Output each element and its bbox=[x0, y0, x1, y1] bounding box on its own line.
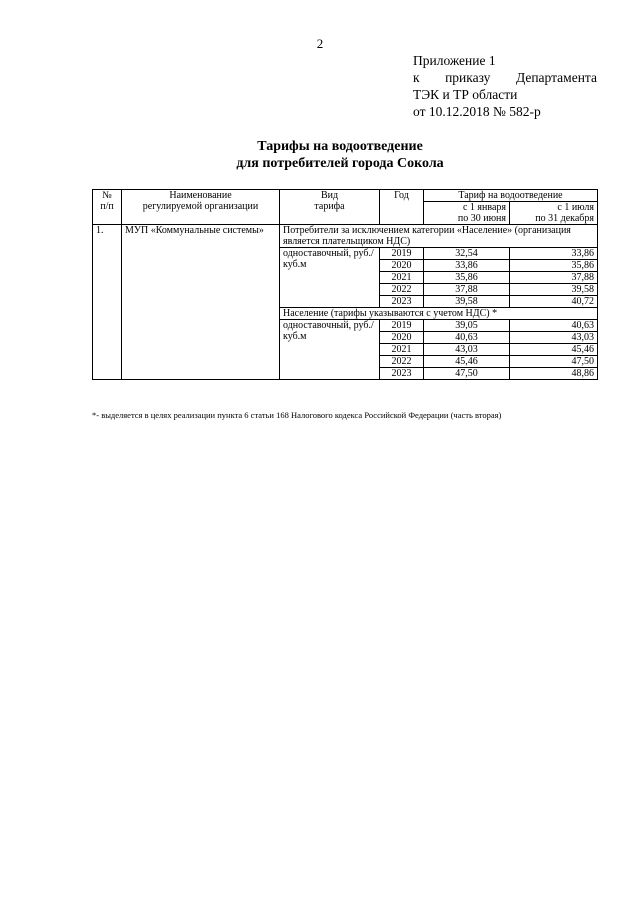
tariff-value: 39,58 bbox=[510, 284, 598, 296]
footnote: *- выделяется в целях реализации пункта 6 статьи 168 Налогового кодекса Российской Федерации (часть вторая) bbox=[92, 410, 502, 420]
tariff-value: 35,86 bbox=[510, 260, 598, 272]
year-cell: 2022 bbox=[380, 356, 424, 368]
header-period-2: с 1 июля по 31 декабря bbox=[510, 202, 598, 225]
year-cell: 2021 bbox=[380, 272, 424, 284]
header-period-1: с 1 января по 30 июня bbox=[424, 202, 510, 225]
tariff-value: 45,46 bbox=[424, 356, 510, 368]
category-label: Население (тарифы указываются с учетом НДС) * bbox=[280, 308, 598, 320]
year-cell: 2020 bbox=[380, 260, 424, 272]
tariff-value: 40,63 bbox=[424, 332, 510, 344]
appendix-word: приказу bbox=[445, 70, 491, 85]
category-label: Потребители за исключением категории «Население» (организация является плательщиком НДС) bbox=[280, 225, 598, 248]
header-tariff: Тариф на водоотведение bbox=[424, 190, 598, 202]
row-number: 1. bbox=[93, 225, 122, 380]
tariff-value: 39,58 bbox=[424, 296, 510, 308]
appendix-line-1: Приложение 1 bbox=[413, 53, 496, 68]
tariff-value: 33,86 bbox=[424, 260, 510, 272]
year-cell: 2023 bbox=[380, 368, 424, 380]
document-title bbox=[0, 138, 640, 172]
tariff-table bbox=[92, 189, 598, 380]
year-cell: 2020 bbox=[380, 332, 424, 344]
organization-name: МУП «Коммунальные системы» bbox=[122, 225, 280, 380]
tariff-value: 33,86 bbox=[510, 248, 598, 260]
tariff-value: 45,46 bbox=[510, 344, 598, 356]
tariff-value: 39,05 bbox=[424, 320, 510, 332]
tariff-value: 35,86 bbox=[424, 272, 510, 284]
year-cell: 2021 bbox=[380, 344, 424, 356]
tariff-value: 40,63 bbox=[510, 320, 598, 332]
tariff-value: 40,72 bbox=[510, 296, 598, 308]
tariff-value: 48,86 bbox=[510, 368, 598, 380]
header-year: Год bbox=[380, 190, 424, 225]
header-tariff-type: Вид тарифа bbox=[280, 190, 380, 225]
header-num: № п/п bbox=[93, 190, 122, 225]
year-cell: 2019 bbox=[380, 320, 424, 332]
header-organization: Наименование регулируемой организации bbox=[122, 190, 280, 225]
tariff-value: 43,03 bbox=[510, 332, 598, 344]
appendix-block bbox=[413, 52, 597, 120]
year-cell: 2019 bbox=[380, 248, 424, 260]
tariff-value: 43,03 bbox=[424, 344, 510, 356]
appendix-word: к bbox=[413, 70, 420, 85]
year-cell: 2023 bbox=[380, 296, 424, 308]
tariff-value: 37,88 bbox=[510, 272, 598, 284]
tariff-value: 32,54 bbox=[424, 248, 510, 260]
title-line-1: Тарифы на водоотведение bbox=[257, 139, 423, 154]
page-number: 2 bbox=[316, 36, 324, 51]
appendix-line-4: от 10.12.2018 № 582-р bbox=[413, 104, 541, 119]
appendix-line-2 bbox=[413, 69, 597, 86]
tariff-value: 47,50 bbox=[510, 356, 598, 368]
tariff-type: одноставочный, руб./куб.м bbox=[280, 320, 380, 380]
title-line-2: для потребителей города Сокола bbox=[236, 156, 444, 171]
tariff-value: 47,50 bbox=[424, 368, 510, 380]
year-cell: 2022 bbox=[380, 284, 424, 296]
tariff-type: одноставочный, руб./куб.м bbox=[280, 248, 380, 308]
appendix-word: Департамента bbox=[515, 70, 597, 85]
tariff-value: 37,88 bbox=[424, 284, 510, 296]
appendix-line-3: ТЭК и ТР области bbox=[413, 87, 518, 102]
